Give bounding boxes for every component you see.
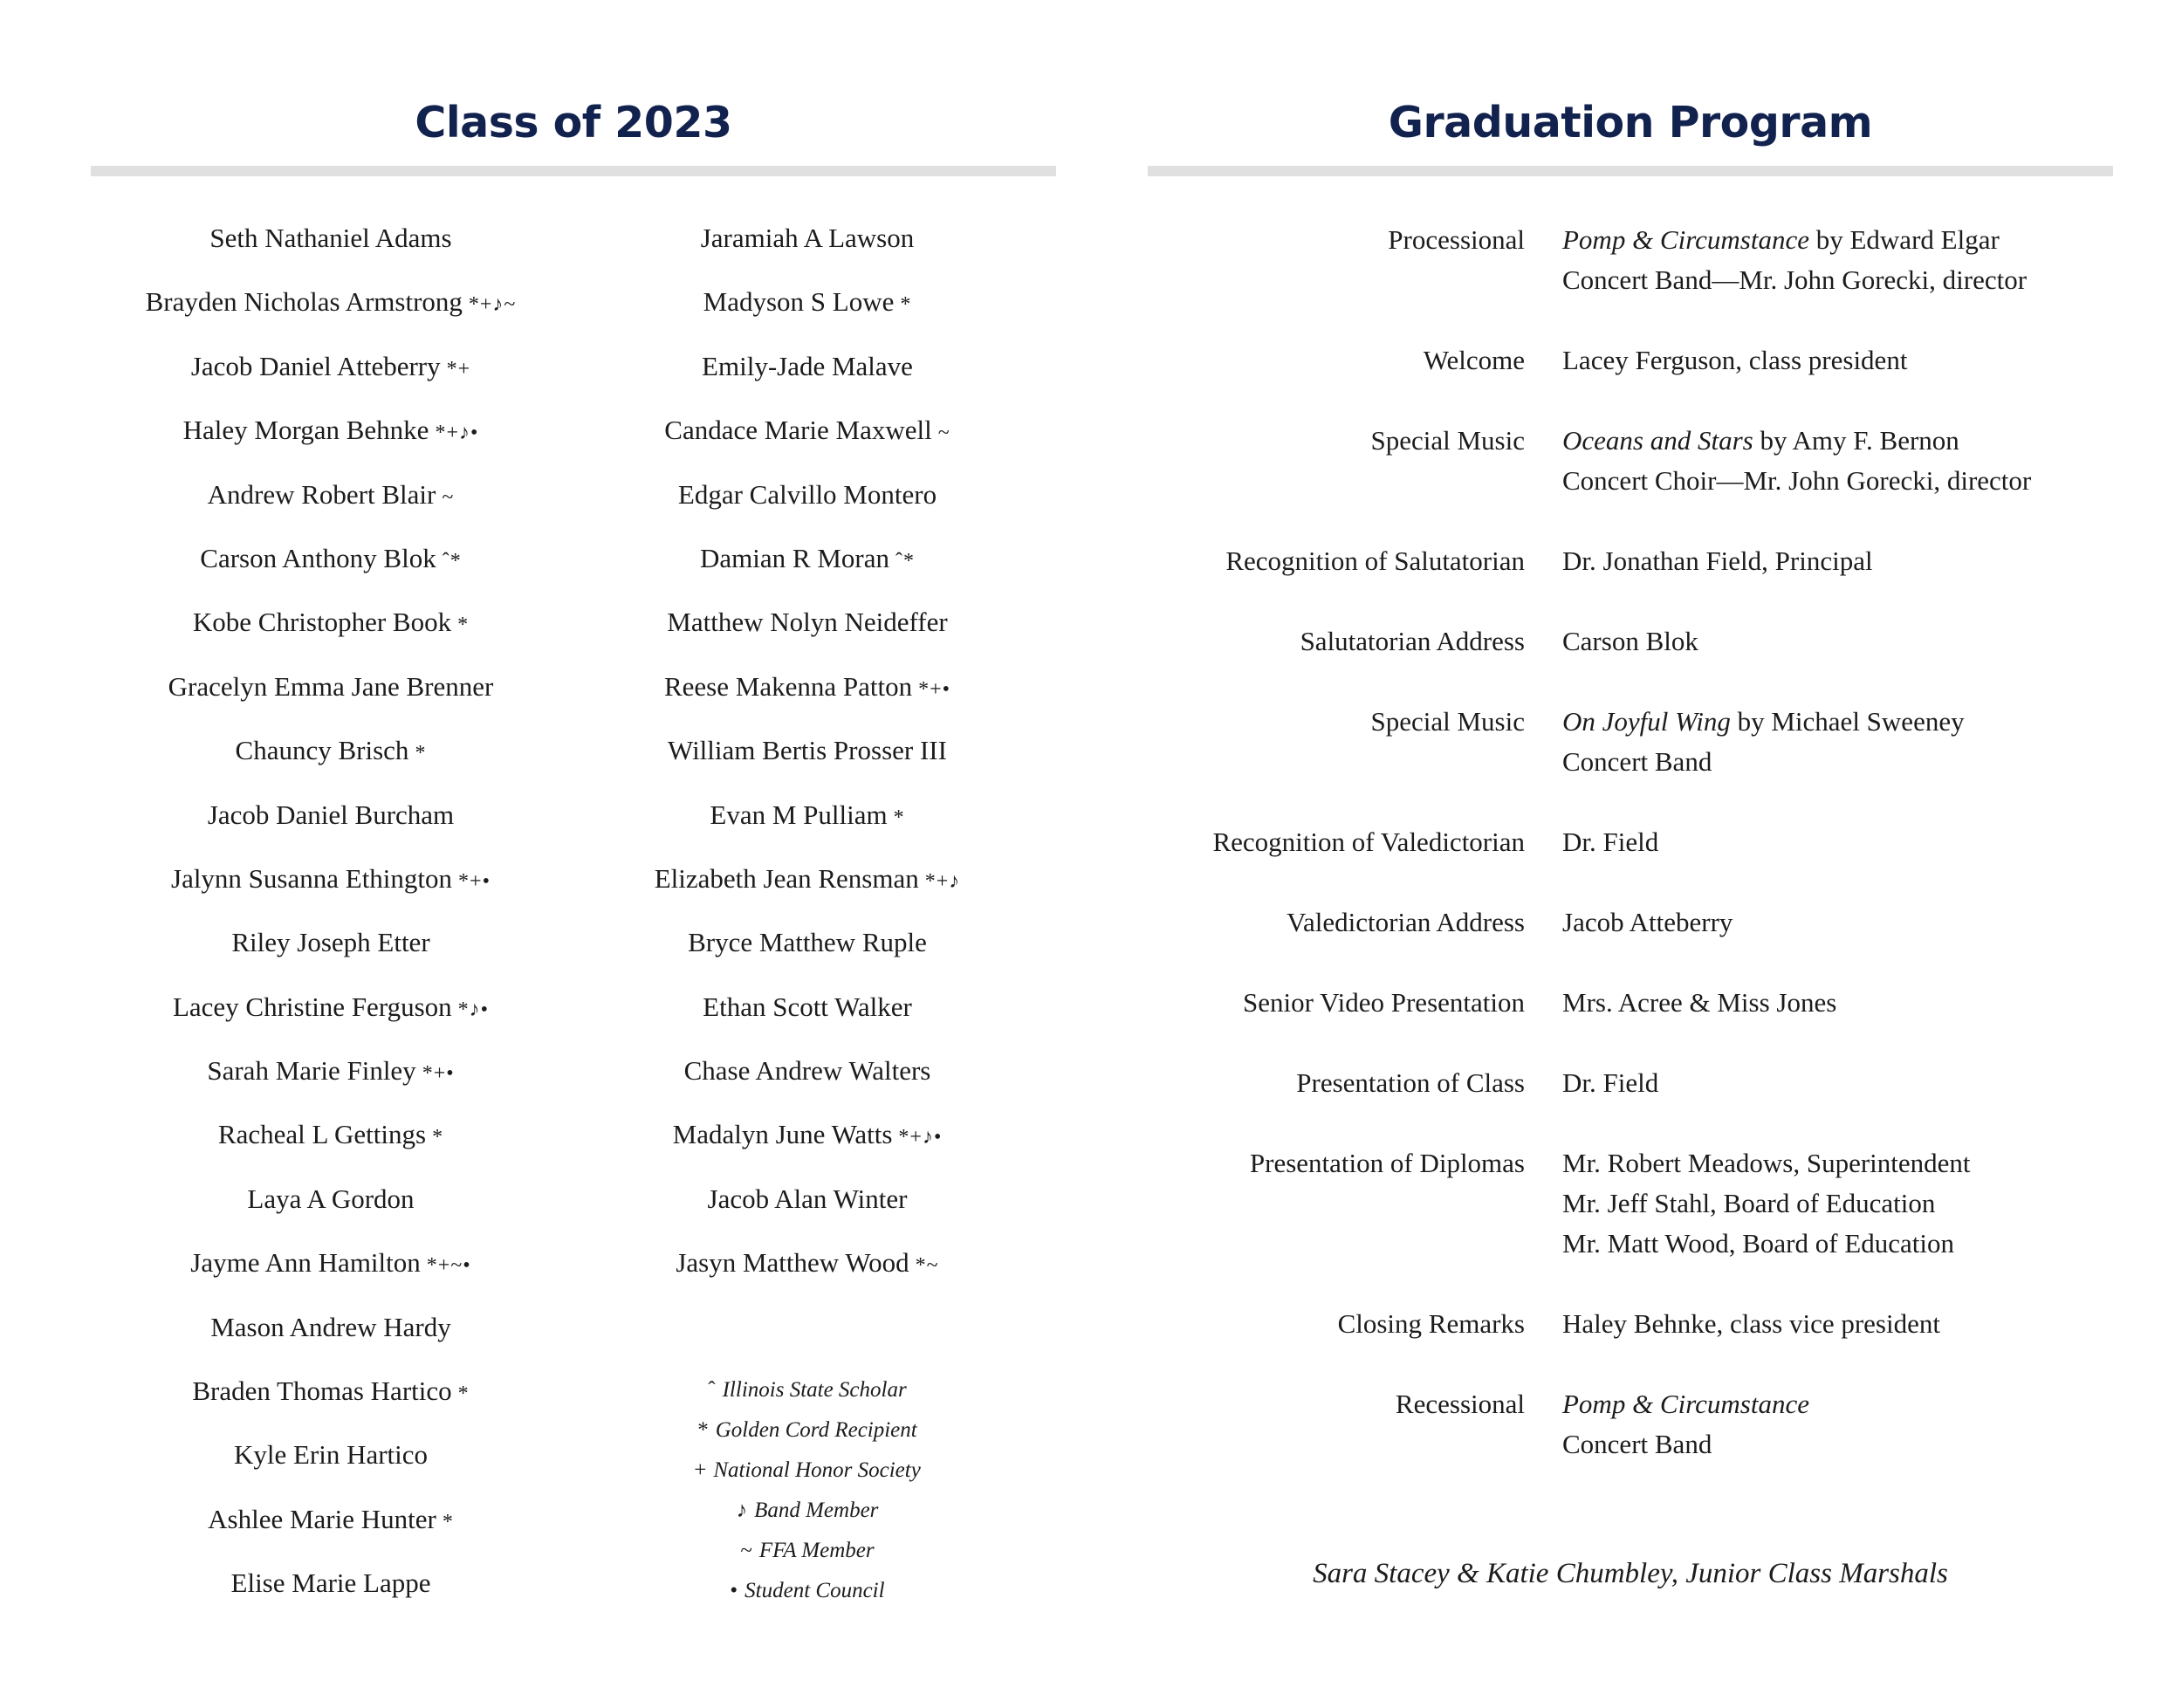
program-item-label: Presentation of Diplomas	[1249, 1148, 1525, 1178]
program-detail-text: by Edward Elgar	[1808, 224, 2000, 255]
program-detail-line	[1562, 1063, 1658, 1103]
graduate-name-text: Jalynn Susanna Ethington	[171, 862, 453, 894]
program-item-details	[1562, 621, 1698, 662]
program-item-label: Recessional	[1395, 1389, 1525, 1419]
graduate-name	[91, 1368, 571, 1432]
graduate-name-text: Emily-Jade Malave	[702, 350, 913, 381]
program-detail-line	[1562, 1143, 1971, 1183]
graduate-name	[91, 984, 571, 1048]
program-detail-line	[1562, 621, 1698, 662]
graduate-name	[567, 408, 1047, 471]
graduate-name-text: Elise Marie Lappe	[230, 1567, 431, 1599]
program-detail-line	[1562, 1224, 1971, 1264]
graduate-name	[91, 920, 571, 984]
legend-symbol: ~	[740, 1539, 752, 1562]
class-title: Class of 2023	[415, 98, 732, 147]
program-detail-text: Mr. Robert Meadows, Superintendent	[1562, 1148, 1971, 1178]
graduate-name-text: Haley Morgan Behnke	[182, 415, 429, 446]
program-item-label: Closing Remarks	[1337, 1308, 1525, 1339]
graduate-name	[567, 1176, 1047, 1240]
graduate-name	[91, 1048, 571, 1112]
program-detail-text: Mr. Matt Wood, Board of Education	[1562, 1228, 1954, 1259]
program-item-label: Senior Video Presentation	[1242, 987, 1525, 1018]
honors-marks: *	[415, 742, 427, 765]
graduate-name	[567, 1048, 1047, 1112]
graduate-name-text: Mason Andrew Hardy	[210, 1311, 451, 1342]
program-detail-text: Mrs. Acree & Miss Jones	[1562, 987, 1837, 1018]
legend-item	[567, 1571, 1047, 1611]
program-detail-line	[1562, 983, 1836, 1023]
honors-marks: *+•	[422, 1062, 455, 1086]
legend-symbol: ˆ	[708, 1378, 716, 1402]
graduate-name	[567, 600, 1047, 663]
graduate-name-text: Braden Thomas Hartico	[192, 1375, 452, 1407]
class-title-divider	[91, 166, 1056, 176]
legend-item	[567, 1531, 1047, 1571]
graduate-name-text: Jacob Alan Winter	[707, 1183, 908, 1214]
program-detail-line	[1562, 260, 2027, 300]
graduate-name-text: Lacey Christine Ferguson	[172, 991, 452, 1022]
program-detail-text: Carson Blok	[1562, 626, 1698, 656]
graduate-name-text: Evan M Pulliam	[710, 799, 888, 830]
graduate-name-text: Ashlee Marie Hunter	[208, 1503, 436, 1534]
graduate-name-text: Madyson S Lowe	[703, 286, 895, 318]
honors-marks: *	[893, 806, 905, 829]
program-detail-line	[1562, 822, 1658, 862]
graduate-name	[91, 408, 571, 471]
honors-marks: *+♪~	[468, 293, 517, 317]
program-piece-title: Pomp & Circumstance	[1562, 224, 1809, 255]
graduate-name-text: Brayden Nicholas Armstrong	[145, 286, 463, 318]
program-item-details	[1562, 702, 1965, 782]
legend-symbol: +	[694, 1458, 707, 1482]
graduate-name	[567, 1240, 1047, 1304]
graduate-name-text: Kobe Christopher Book	[192, 607, 452, 638]
legend-text: National Honor Society	[713, 1458, 921, 1482]
program-detail-line	[1562, 541, 1873, 581]
program-detail-text: Lacey Ferguson, class president	[1562, 345, 1908, 375]
honors-marks: *+	[446, 357, 471, 381]
graduate-name-text: William Bertis Prosser III	[668, 735, 947, 766]
honors-marks: ˆ*	[442, 549, 462, 573]
graduate-name-text: Damian R Moran	[700, 542, 889, 573]
program-item-label: Processional	[1388, 224, 1525, 255]
graduate-name-text: Laya A Gordon	[247, 1183, 415, 1214]
graduate-name	[91, 1240, 571, 1304]
program-title-divider	[1148, 166, 2113, 176]
graduate-name	[91, 472, 571, 536]
graduate-name-text: Riley Joseph Etter	[231, 927, 430, 958]
graduate-name-text: Gracelyn Emma Jane Brenner	[168, 670, 494, 702]
program-item-details	[1562, 220, 2027, 300]
honors-marks: *+♪	[924, 869, 961, 893]
legend-text: Golden Cord Recipient	[715, 1418, 917, 1442]
program-detail-text: Concert Band	[1562, 746, 1712, 777]
program-piece-title: On Joyful Wing	[1562, 706, 1731, 737]
program-detail-text: Concert Choir—Mr. John Gorecki, director	[1562, 465, 2032, 496]
graduate-name-text: Chauncy Brisch	[235, 735, 409, 766]
program-detail-text: by Amy F. Bernon	[1753, 425, 1959, 456]
program-detail-text: Concert Band	[1562, 1429, 1712, 1459]
program-detail-text: Haley Behnke, class vice president	[1562, 1308, 1940, 1339]
graduate-name	[91, 792, 571, 856]
program-detail-text: Concert Band—Mr. John Gorecki, director	[1562, 264, 2028, 295]
graduate-name-text: Reese Makenna Patton	[663, 670, 913, 702]
program-detail-text: Dr. Field	[1562, 1067, 1659, 1098]
program-item-details	[1562, 902, 1733, 943]
program-detail-line	[1562, 1183, 1971, 1224]
program-detail-line	[1562, 1424, 1809, 1464]
graduate-name-text: Elizabeth Jean Rensman	[654, 862, 919, 894]
program-item-label: Recognition of Valedictorian	[1212, 827, 1525, 857]
honors-marks: *+♪•	[898, 1126, 943, 1149]
program-detail-text: Mr. Jeff Stahl, Board of Education	[1562, 1188, 1936, 1218]
legend-symbol: ♪	[736, 1499, 748, 1522]
graduate-name-text: Bryce Matthew Ruple	[688, 927, 927, 958]
honors-marks: *	[457, 614, 470, 637]
program-item-label: Special Music	[1370, 425, 1525, 456]
honors-legend	[567, 1370, 1047, 1611]
honors-marks: ~	[442, 485, 455, 509]
program-item-details	[1562, 1063, 1658, 1103]
graduate-name-text: Carson Anthony Blok	[200, 542, 436, 573]
honors-marks: *	[442, 1510, 454, 1533]
graduate-name	[567, 664, 1047, 728]
program-detail-line	[1562, 421, 2031, 461]
graduate-name-text: Ethan Scott Walker	[703, 991, 912, 1022]
honors-marks: *+♪•	[435, 422, 479, 445]
program-item-details	[1562, 822, 1658, 862]
honors-marks: *+~•	[426, 1254, 471, 1278]
graduate-name	[567, 856, 1047, 920]
graduate-name	[567, 1112, 1047, 1176]
graduate-list-column-1	[91, 216, 571, 1625]
graduate-name	[567, 216, 1047, 279]
program-piece-title: Pomp & Circumstance	[1562, 1389, 1809, 1419]
graduate-name	[91, 664, 571, 728]
graduate-name	[567, 344, 1047, 408]
program-item-details	[1562, 1384, 1809, 1464]
graduate-list-column-2	[567, 216, 1047, 1305]
legend-item	[567, 1410, 1047, 1451]
graduate-name	[91, 216, 571, 279]
honors-marks: *~	[915, 1254, 939, 1278]
graduate-name	[91, 1112, 571, 1176]
program-detail-line	[1562, 902, 1733, 943]
graduate-name-text: Racheal L Gettings	[217, 1119, 427, 1150]
legend-item	[567, 1491, 1047, 1531]
honors-marks: *	[900, 293, 912, 317]
honors-marks: *+•	[918, 677, 951, 701]
graduate-name	[91, 1561, 571, 1624]
graduate-name	[567, 728, 1047, 792]
program-detail-text: by Michael Sweeney	[1730, 706, 1965, 737]
honors-marks: *	[457, 1382, 470, 1406]
graduate-name-text: Jasyn Matthew Wood	[676, 1247, 909, 1279]
program-item-details	[1562, 1143, 1971, 1264]
graduate-name	[567, 920, 1047, 984]
graduate-name-text: Andrew Robert Blair	[207, 478, 436, 510]
graduate-name-text: Kyle Erin Hartico	[233, 1439, 429, 1471]
graduate-name-text: Matthew Nolyn Neideffer	[667, 607, 948, 638]
honors-marks: *+•	[458, 869, 491, 893]
graduate-name	[91, 536, 571, 600]
graduate-name	[91, 600, 571, 663]
graduate-name-text: Sarah Marie Finley	[207, 1055, 416, 1087]
legend-text: FFA Member	[758, 1539, 875, 1562]
program-piece-title: Oceans and Stars	[1562, 425, 1753, 456]
graduate-name-text: Jacob Daniel Burcham	[207, 799, 455, 830]
legend-text: Student Council	[744, 1579, 885, 1602]
graduate-name	[91, 856, 571, 920]
program-item-details	[1562, 541, 1873, 581]
graduate-name-text: Seth Nathaniel Adams	[209, 223, 452, 253]
program-item-label: Presentation of Class	[1296, 1067, 1525, 1098]
legend-text: Illinois State Scholar	[722, 1378, 907, 1402]
program-item-label: Special Music	[1370, 706, 1525, 737]
program-item-label: Welcome	[1423, 345, 1525, 375]
program-detail-text: Jacob Atteberry	[1562, 907, 1733, 937]
graduate-name	[91, 1497, 571, 1561]
graduate-name-text: Candace Marie Maxwell	[664, 415, 932, 446]
program-item-label: Recognition of Salutatorian	[1225, 545, 1525, 576]
program-item-details	[1562, 1304, 1940, 1344]
program-detail-line	[1562, 220, 2027, 260]
program-item-label: Valedictorian Address	[1287, 907, 1525, 937]
graduate-name	[567, 279, 1047, 343]
legend-symbol: *	[697, 1418, 709, 1442]
honors-marks: *	[432, 1126, 444, 1149]
junior-class-marshals: Sara Stacey & Katie Chumbley, Junior Class Marshals	[1313, 1558, 1948, 1589]
graduate-name	[91, 1176, 571, 1240]
graduate-name-text: Madalyn June Watts	[672, 1119, 893, 1150]
program-detail-line	[1562, 702, 1965, 742]
program-item-details	[1562, 983, 1836, 1023]
program-detail-line	[1562, 1384, 1809, 1424]
graduate-name	[91, 1305, 571, 1368]
legend-text: Band Member	[754, 1499, 879, 1522]
honors-marks: ~	[937, 422, 950, 445]
graduate-name-text: Jaramiah A Lawson	[700, 223, 915, 253]
program-title: Graduation Program	[1388, 98, 1873, 147]
graduate-name	[567, 984, 1047, 1048]
graduate-name	[567, 792, 1047, 856]
honors-marks: *♪•	[457, 998, 490, 1021]
legend-item	[567, 1370, 1047, 1410]
graduate-name	[91, 279, 571, 343]
graduate-name-text: Jacob Daniel Atteberry	[190, 350, 441, 381]
graduate-name	[91, 1432, 571, 1496]
graduate-name	[567, 472, 1047, 536]
graduate-name-text: Jayme Ann Hamilton	[190, 1247, 421, 1279]
graduate-name-text: Chase Andrew Walters	[683, 1055, 931, 1087]
program-item-details	[1562, 340, 1907, 381]
program-detail-text: Dr. Jonathan Field, Principal	[1562, 545, 1873, 576]
legend-item	[567, 1451, 1047, 1491]
honors-marks: ˆ*	[895, 549, 915, 573]
program-item-details	[1562, 421, 2031, 501]
program-detail-line	[1562, 742, 1965, 782]
program-detail-line	[1562, 340, 1907, 381]
graduate-name	[91, 728, 571, 792]
legend-symbol: •	[730, 1579, 738, 1602]
program-item-label: Salutatorian Address	[1300, 626, 1525, 656]
program-detail-line	[1562, 461, 2031, 501]
graduate-name	[567, 536, 1047, 600]
program-detail-text: Dr. Field	[1562, 827, 1659, 857]
program-detail-line	[1562, 1304, 1940, 1344]
graduate-name-text: Edgar Calvillo Montero	[677, 478, 937, 510]
graduate-name	[91, 344, 571, 408]
